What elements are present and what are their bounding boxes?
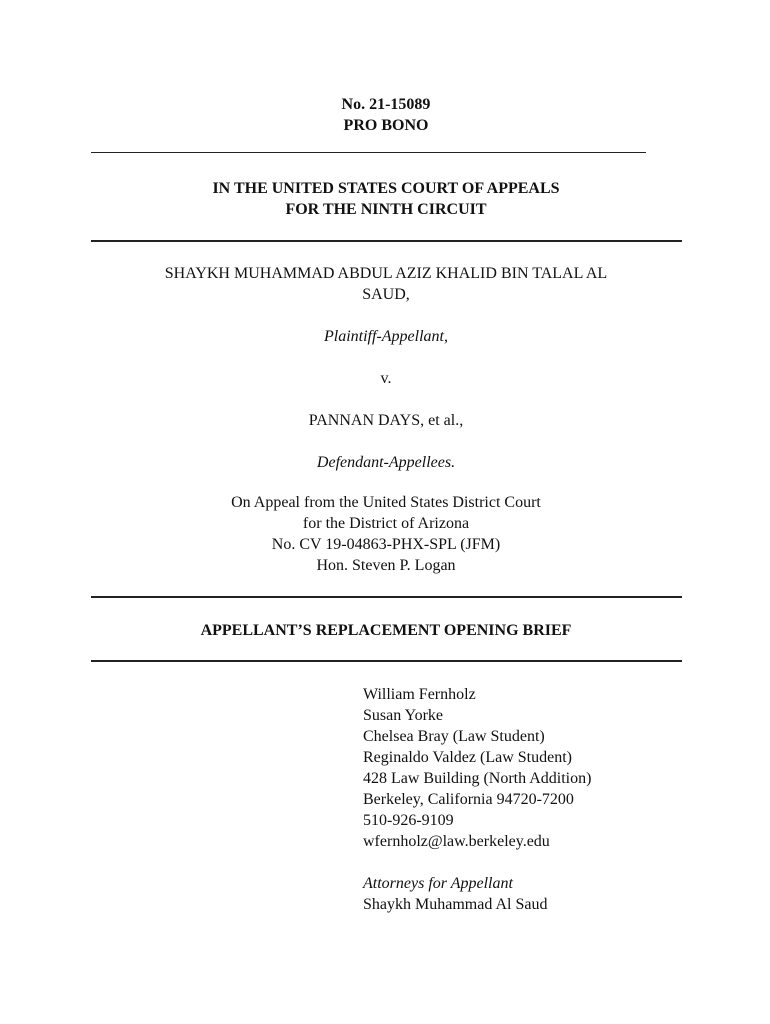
counsel-line: Chelsea Bray (Law Student) xyxy=(363,728,545,745)
attorneys-for-label: Attorneys for Appellant xyxy=(363,875,513,892)
plaintiff-name-line2: SAUD, xyxy=(362,286,410,303)
counsel-line: William Fernholz xyxy=(363,686,476,703)
counsel-line: Susan Yorke xyxy=(363,707,444,724)
divider-rule-3 xyxy=(91,660,682,662)
court-name-line2: FOR THE NINTH CIRCUIT xyxy=(285,201,487,218)
defendant-role: Defendant-Appellees. xyxy=(316,454,456,471)
versus-label: v. xyxy=(380,370,392,387)
case-number: No. 21-15089 xyxy=(341,96,431,113)
counsel-line: 428 Law Building (North Addition) xyxy=(363,770,592,787)
divider-rule-2 xyxy=(91,596,682,598)
counsel-line: Berkeley, California 94720-7200 xyxy=(363,791,574,808)
divider-rule-1 xyxy=(91,240,682,242)
district-case-number: No. CV 19-04863-PHX-SPL (JFM) xyxy=(271,536,501,553)
pro-bono-label: PRO BONO xyxy=(343,117,429,134)
district-judge: Hon. Steven P. Logan xyxy=(316,557,456,574)
counsel-email: wfernholz@law.berkeley.edu xyxy=(363,833,550,850)
appeal-origin-line1: On Appeal from the United States District Court xyxy=(231,494,541,511)
plaintiff-name-line1: SHAYKH MUHAMMAD ABDUL AZIZ KHALID BIN TALAL AL xyxy=(164,265,608,282)
counsel-block xyxy=(363,684,591,915)
counsel-line: 510-926-9109 xyxy=(363,812,454,829)
plaintiff-role xyxy=(91,326,681,347)
client-name: Shaykh Muhammad Al Saud xyxy=(363,896,548,913)
court-name-line1: IN THE UNITED STATES COURT OF APPEALS xyxy=(212,180,560,197)
counsel-line: Reginaldo Valdez (Law Student) xyxy=(363,749,572,766)
appeal-origin-line2: for the District of Arizona xyxy=(302,515,470,532)
brief-title: APPELLANT’S REPLACEMENT OPENING BRIEF xyxy=(200,622,572,639)
plaintiff-role-comma: , xyxy=(443,328,448,345)
defendant-name: PANNAN DAYS, et al., xyxy=(308,412,464,429)
header-underline xyxy=(91,152,646,153)
counsel-spacer xyxy=(363,852,591,873)
plaintiff-role-text: Plaintiff-Appellant xyxy=(324,328,444,345)
